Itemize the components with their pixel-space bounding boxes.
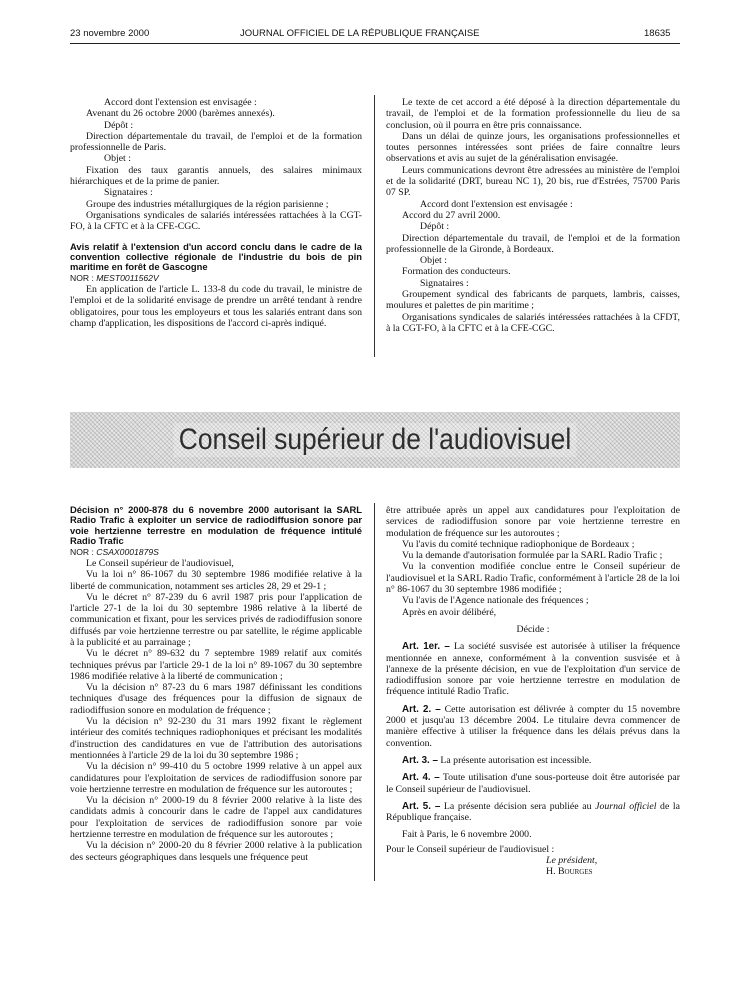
- paragraph: Groupement syndical des fabricants de parquets, lambris, caisses, moulures et palettes de pin maritime ;: [386, 289, 680, 312]
- paragraph: Vu le décret n° 87-239 du 6 avril 1987 pris pour l'application de l'article 27-1 de la loi du 30 septembre 1986 relative à la liberté de communication et fixant, pour les services privés de radiodiffusion sonore diffusés par voie hertzienne terrestre ou par satellite, le régime applicable à la publicité et au parrainage ;: [70, 591, 362, 648]
- section-banner: [70, 412, 680, 468]
- paragraph: Après en avoir délibéré,: [402, 606, 497, 618]
- paragraph: Vu le décret n° 89-632 du 7 septembre 1989 relatif aux comités techniques prévus par l'article 29-1 de la loi n° 89-1067 du 30 septembre 1986 modifiée relative à la liberté de communication ;: [70, 648, 362, 682]
- avis-title: Avis relatif à l'extension d'un accord conclu dans le cadre de la convention collective régionale de l'industrie du bois de pin maritime en forêt de Gascogne: [70, 240, 362, 273]
- right-top-column: [386, 97, 680, 334]
- left-top-column: [70, 97, 362, 329]
- paragraph: Direction départementale du travail, de l'emploi et de la formation professionnelle de la Gironde, à Bordeaux.: [386, 232, 680, 255]
- paragraph: Dans un délai de quinze jours, les organisations professionnelles et toutes personnes intéressées sont priées de faire connaître leurs observations et avis au sujet de la généralisation envisagée.: [386, 130, 680, 165]
- paragraph: Vu la loi n° 86-1067 du 30 septembre 1986 modifiée relative à la liberté de communication, notamment ses articles 28, 29 et 29-1 ;: [70, 569, 362, 592]
- paragraph: Vu l'avis de l'Agence nationale des fréquences ;: [402, 595, 589, 607]
- left-bottom-column: [70, 505, 362, 863]
- header-date: 23 novembre 2000: [70, 28, 150, 39]
- paragraph: Le texte de cet accord a été déposé à la direction départementale du travail, de l'emploi et de la formation professionnelle du lieu de sa conclusion, où il pourra en être pris connaissance.: [386, 97, 680, 131]
- depot-label: Dépôt :: [104, 119, 134, 131]
- paragraph: Vu la convention modifiée conclue entre le Conseil supérieur de l'audiovisuel et la SARL Radio Trafic, conformément à l'article 28 de la loi n° 86-1067 du 30 septembre 1986 modifiée ;: [386, 561, 681, 596]
- paragraph: Le Conseil supérieur de l'audiovisuel,: [86, 557, 234, 569]
- signataires-label: Signataires :: [420, 277, 469, 289]
- paragraph: Vu la décision n° 87-23 du 6 mars 1987 définissant les conditions techniques d'usage des fréquences pour la diffusion de signaux de radiodiffusion sonore en modulation de fréquence ;: [70, 682, 362, 716]
- objet-label: Objet :: [420, 255, 447, 267]
- paragraph: Organisations syndicales de salariés intéressées rattachées à la CGT-FO, à la CFTC et à la CFE-CGC.: [70, 209, 362, 233]
- paragraph: Vu l'avis du comité technique radiophonique de Bordeaux ;: [402, 538, 635, 550]
- paragraph: Fixation des taux garantis annuels, des salaires minimaux hiérarchiques et de la prime de panier.: [70, 164, 362, 188]
- article-5: Art. 5. – La présente décision sera publiée au Journal officiel de la République française.: [386, 800, 680, 824]
- article-4: Art. 4. – Toute utilisation d'une sous-porteuse doit être autorisée par le Conseil supérieur de l'audiovisuel.: [386, 772, 680, 795]
- paragraph: Leurs communications devront être adressées au ministère de l'emploi et de la solidarité (DRT, bureau NC 1), 20 bis, rue d'Estrées, 75700 Paris 07 SP.: [386, 164, 680, 199]
- paragraph: Direction départementale du travail, de l'emploi et de la formation professionnelle de Paris.: [70, 130, 362, 154]
- paragraph: Accord dont l'extension est envisagée :: [104, 97, 257, 108]
- paragraph: En application de l'article L. 133-8 du code du travail, le ministre de l'emploi et de la solidarité envisage de prendre un arrêté tendant à rendre obligatoires, pour tous les employeurs et tous les salariés entrant dans son champ d'application, les dispositions de l'accord ci-après indiqué.: [70, 284, 362, 329]
- header-journal-title: JOURNAL OFFICIEL DE LA RÉPUBLIQUE FRANÇAISE: [240, 28, 480, 39]
- paragraph: Groupe des industries métallurgiques de la région parisienne ;: [86, 198, 329, 210]
- objet-label: Objet :: [104, 153, 131, 165]
- column-divider: [374, 503, 375, 881]
- paragraph: Vu la décision n° 92-230 du 31 mars 1992 fixant le règlement intérieur des comités techniques radiophoniques et précisant les modalités d'instruction des candidatures en vue de l'attribution des autorisations mentionnées à l'article 29 de la loi du 30 septembre 1986 ;: [70, 716, 362, 761]
- header-rule: [70, 43, 680, 44]
- signatory-name: H. Bourges: [546, 866, 593, 878]
- paragraph: Vu la décision n° 2000-19 du 8 février 2000 relative à la liste des candidats admis à concourir dans le cadre de l'appel aux candidatures pour l'exploitation de services de radiodiffusion sonore par voie hertzienne terrestre en modulation de fréquence sur les autoroutes ;: [70, 795, 362, 841]
- nor-reference: NOR : MEST0011562V: [70, 272, 159, 283]
- paragraph: Vu la décision n° 99-410 du 5 octobre 1999 relative à un appel aux candidatures pour l'exploitation de services de radiodiffusion sonore par voie hertzienne terrestre en modulation de fréquence sur les autoroutes ;: [70, 761, 362, 795]
- depot-label: Dépôt :: [420, 221, 450, 233]
- paragraph: être attribuée après un appel aux candidatures pour l'exploitation de services de radiodiffusion sonore par voie hertzienne terrestre en modulation de fréquence sur les autoroutes ;: [386, 505, 680, 539]
- section-banner-title: Conseil supérieur de l'audiovisuel: [173, 423, 576, 457]
- decide-heading: Décide :: [516, 623, 550, 635]
- nor-reference: NOR : CSAX0001879S: [70, 546, 159, 557]
- paragraph: Formation des conducteurs.: [402, 266, 511, 278]
- article-3: Art. 3. – La présente autorisation est incessible.: [402, 754, 592, 766]
- header-page-number: 18635: [644, 28, 671, 39]
- signature-title: Le président,: [546, 855, 598, 867]
- paragraph: Accord dont l'extension est envisagée :: [420, 198, 573, 210]
- column-divider: [374, 95, 375, 357]
- signature-block-heading: Pour le Conseil supérieur de l'audiovisuel :: [386, 843, 555, 855]
- paragraph: Accord du 27 avril 2000.: [402, 209, 501, 221]
- article-1: Art. 1er. – La société susvisée est autorisée à utiliser la fréquence mentionnée en annexe, conformément à la convention susvisée et à l'annexe de la présente décision, en vue de l'exploitation d'un service de radiodiffusion sonore par voie hertzienne terrestre en modulation de fréquence intitulé Radio Trafic.: [386, 641, 681, 698]
- date-place: Fait à Paris, le 6 novembre 2000.: [402, 829, 532, 841]
- article-2: Art. 2. – Cette autorisation est délivrée à compter du 15 novembre 2000 et jusqu'au 13 décembre 2004. Le titulaire devra commencer de manière effective à utiliser la fréquence dans les délais prévus dans la convention.: [386, 703, 681, 749]
- paragraph: Organisations syndicales de salariés intéressées rattachées à la CFDT, à la CGT-FO, à la CFTC et à la CFE-CGC.: [386, 311, 680, 334]
- paragraph: Avenant du 26 octobre 2000 (barèmes annexés).: [86, 108, 275, 120]
- right-bottom-column: [386, 505, 680, 878]
- paragraph: Vu la décision n° 2000-20 du 8 février 2000 relative à la publication des secteurs géographiques dans lesquels une fréquence peut: [70, 840, 362, 863]
- signataires-label: Signataires :: [104, 187, 153, 199]
- paragraph: Vu la demande d'autorisation formulée par la SARL Radio Trafic ;: [402, 550, 663, 562]
- decision-title: Décision n° 2000-878 du 6 novembre 2000 autorisant la SARL Radio Trafic à exploiter un service de radiodiffusion sonore par voie hertzienne terrestre en modulation de fréquence intitulé Radio Trafic: [70, 504, 362, 547]
